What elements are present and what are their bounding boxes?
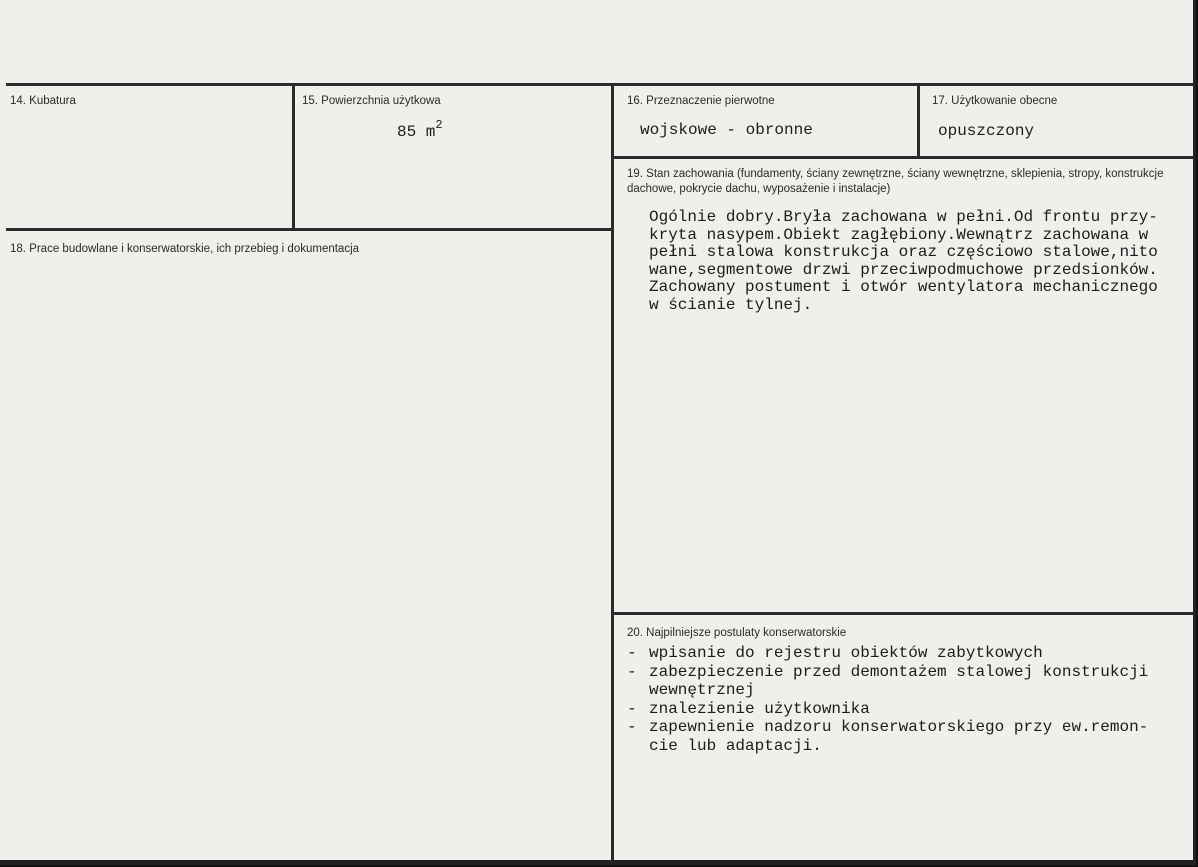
prace-label: 18. Prace budowlane i konserwatorskie, ich przebieg i dokumentacja — [10, 243, 360, 255]
list-item: - zapewnienie nadzoru konserwatorskiego przy ew.remon- cie lub adaptacji. — [627, 718, 1149, 755]
rule-above-20 — [611, 612, 1193, 615]
list-item: - znalezienie użytkownika — [627, 699, 870, 718]
powierzchnia-value: 85 $m^2$ — [397, 118, 443, 141]
przeznaczenie-label: 16. Przeznaczenie pierwotne — [627, 95, 775, 107]
stan-label: 19. Stan zachowania (fundamenty, ściany zewnętrzne, ściany wewnętrzne, sklepienia, stropy, konstrukcje dachowe, pokrycie dachu, wyposażenie i instalacje) — [627, 168, 1164, 195]
uzytkowanie-value: opuszczony — [938, 122, 1035, 140]
postulaty-list — [627, 644, 1148, 755]
list-item: - wpisanie do rejestru obiektów zabytkowych — [627, 644, 1043, 662]
rule-below-14-15 — [6, 228, 614, 231]
divider-16-17 — [917, 83, 920, 158]
przeznaczenie-value: wojskowe - obronne — [640, 121, 813, 139]
list-item: - zabezpieczenie przed demontażem stalowej konstrukcji wewnętrznej — [627, 662, 1149, 699]
divider-left-right — [611, 83, 614, 860]
area-exponent: 2 — [435, 118, 443, 132]
postulaty-label: 20. Najpilniejsze postulaty konserwatorskie — [627, 627, 847, 639]
kubatura-label: 14. Kubatura — [10, 95, 76, 107]
stan-text: Ogólnie dobry.Bryła zachowana w pełni.Od frontu przy- kryta nasypem.Obiekt zagłębiony.Wewnątrz zachowana w pełni stalowa konstrukcja oraz częściowo stalowe,nito wane,segmentowe drzwi przeciwpodmuchowe przedsionków. Zachowany postument i otwór wentylatora mechanicznego w ścianie tylnej. — [649, 208, 1158, 314]
powierzchnia-label: 15. Powierzchnia użytkowa — [302, 95, 441, 107]
divider-14-15 — [292, 83, 295, 231]
rule-below-16-17 — [611, 156, 1193, 159]
top-rule — [6, 83, 1193, 86]
uzytkowanie-label: 17. Użytkowanie obecne — [932, 95, 1058, 107]
